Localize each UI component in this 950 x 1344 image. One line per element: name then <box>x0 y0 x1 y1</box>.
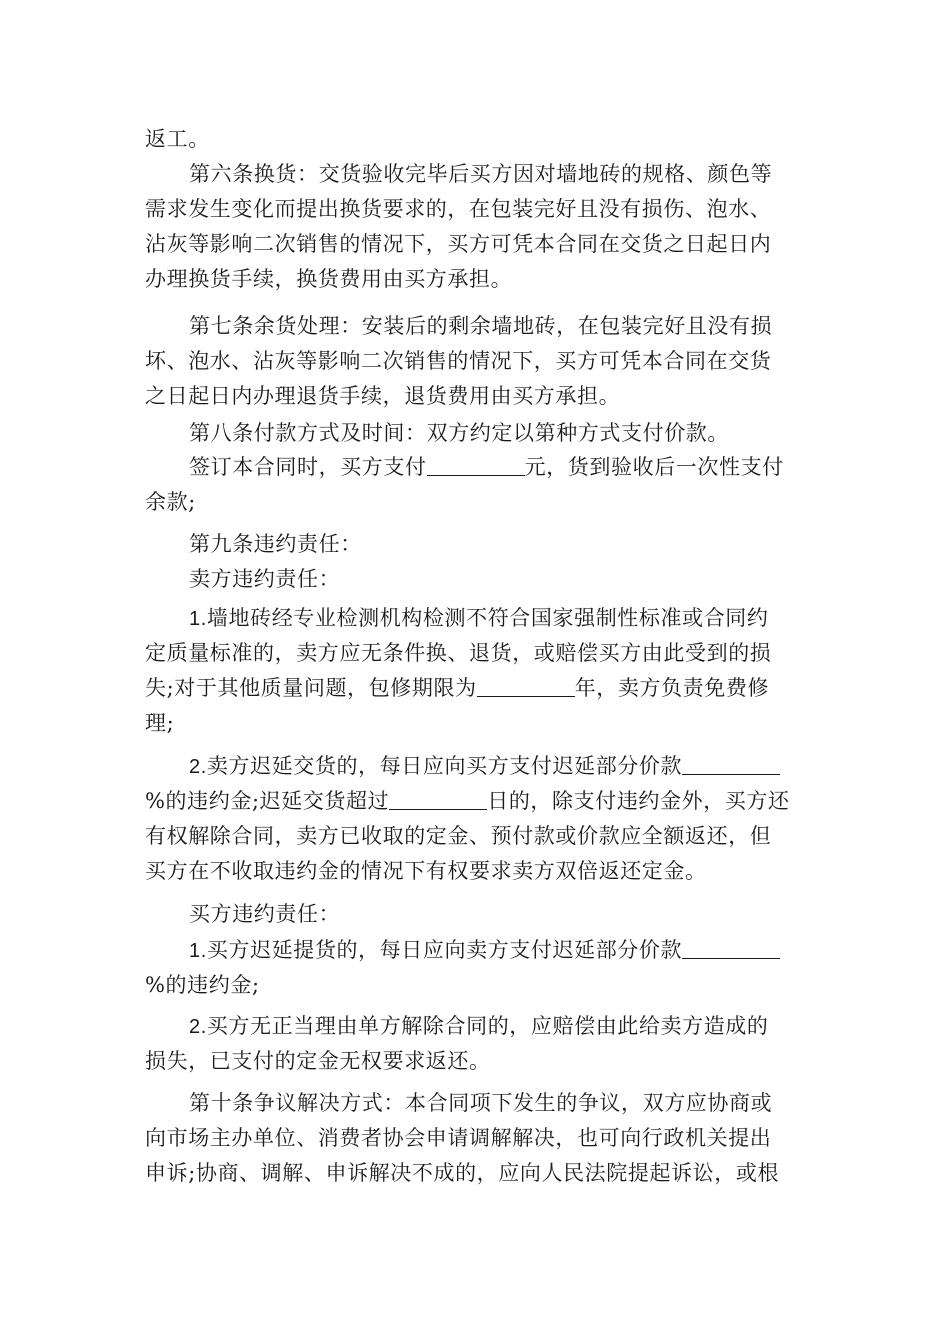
paragraph-line: 沾灰等影响二次销售的情况下，买方可凭本合同在交货之日起日内 <box>145 232 772 256</box>
delay-days-blank[interactable] <box>389 789 487 810</box>
seller-item-1-line <box>189 603 807 633</box>
clause-10-heading-line: 第十条争议解决方式：本合同项下发生的争议，双方应协商或 <box>189 1091 773 1115</box>
item-text: 买方无正当理由单方解除合同的，应赔偿由此给卖方造成的 <box>206 1014 769 1038</box>
penalty-rate-blank[interactable] <box>682 754 780 775</box>
warranty-line <box>145 673 807 703</box>
item-number: 1. <box>189 940 207 962</box>
warranty-text-before: 失;对于其他质量问题，包修期限为 <box>145 676 477 700</box>
payment-text-after: 元，货到验收后一次性支付 <box>524 455 784 479</box>
paragraph-line: 定质量标准的，卖方应无条件换、退货，或赔偿买方由此受到的损 <box>145 641 772 665</box>
paragraph-line: %的违约金; <box>145 973 260 997</box>
item-number: 1. <box>189 608 207 630</box>
delay-line <box>145 786 807 816</box>
item-number: 2. <box>189 756 207 778</box>
paragraph-line: 申诉;协商、调解、申诉解决不成的，应向人民法院提起诉讼，或根 <box>145 1161 780 1185</box>
payment-text-before: 签订本合同时，买方支付 <box>189 455 427 479</box>
seller-item-2-line <box>189 751 807 781</box>
clause-7-heading-line: 第七条余货处理：安装后的剩余墙地砖，在包装完好且没有损 <box>189 314 773 338</box>
buyer-penalty-rate-blank[interactable] <box>682 938 780 959</box>
paragraph-line: 有权解除合同，卖方已收取的定金、预付款或价款应全额返还，但 <box>145 824 772 848</box>
item-text: 墙地砖经专业检测机构检测不符合国家强制性标准或合同约 <box>206 606 769 630</box>
warranty-period-blank[interactable] <box>477 676 575 697</box>
buyer-liability-heading: 买方违约责任： <box>189 902 341 926</box>
paragraph-line: 返工。 <box>145 127 210 151</box>
paragraph-line: 坏、泡水、沾灰等影响二次销售的情况下，买方可凭本合同在交货 <box>145 349 772 373</box>
seller-liability-heading: 卖方违约责任： <box>189 567 341 591</box>
paragraph-line: 余款; <box>145 490 196 514</box>
paragraph-line: 买方在不收取违约金的情况下有权要求卖方双倍返还定金。 <box>145 859 707 883</box>
paragraph-line: 理; <box>145 711 175 735</box>
paragraph-line: 损失，已支付的定金无权要求返还。 <box>145 1049 491 1073</box>
clause-9-heading: 第九条违约责任： <box>189 532 362 556</box>
payment-line <box>189 452 807 482</box>
delay-text-before: %的违约金;迟延交货超过 <box>145 789 390 813</box>
buyer-item-2-line <box>189 1011 807 1041</box>
item-text: 买方迟延提货的，每日应向卖方支付迟延部分价款 <box>206 938 683 962</box>
paragraph-line: 需求发生变化而提出换货要求的，在包装完好且没有损伤、泡水、 <box>145 197 772 221</box>
payment-amount-blank[interactable] <box>427 455 525 476</box>
item-text: 卖方迟延交货的，每日应向买方支付迟延部分价款 <box>206 754 683 778</box>
paragraph-line: 向市场主办单位、消费者协会申请调解解决，也可向行政机关提出 <box>145 1126 772 1150</box>
paragraph-line: 之日起日内办理退货手续，退货费用由买方承担。 <box>145 384 621 408</box>
paragraph-line: 办理换货手续，换货费用由买方承担。 <box>145 267 513 291</box>
item-number: 2. <box>189 1016 207 1038</box>
buyer-item-1-line <box>189 935 807 965</box>
delay-text-after: 日的，除支付违约金外，买方还 <box>487 789 790 813</box>
warranty-text-after: 年，卖方负责免费修 <box>574 676 770 700</box>
clause-8-heading-line: 第八条付款方式及时间：双方约定以第种方式支付价款。 <box>189 421 729 445</box>
clause-6-heading-line: 第六条换货：交货验收完毕后买方因对墙地砖的规格、颜色等 <box>189 162 773 186</box>
